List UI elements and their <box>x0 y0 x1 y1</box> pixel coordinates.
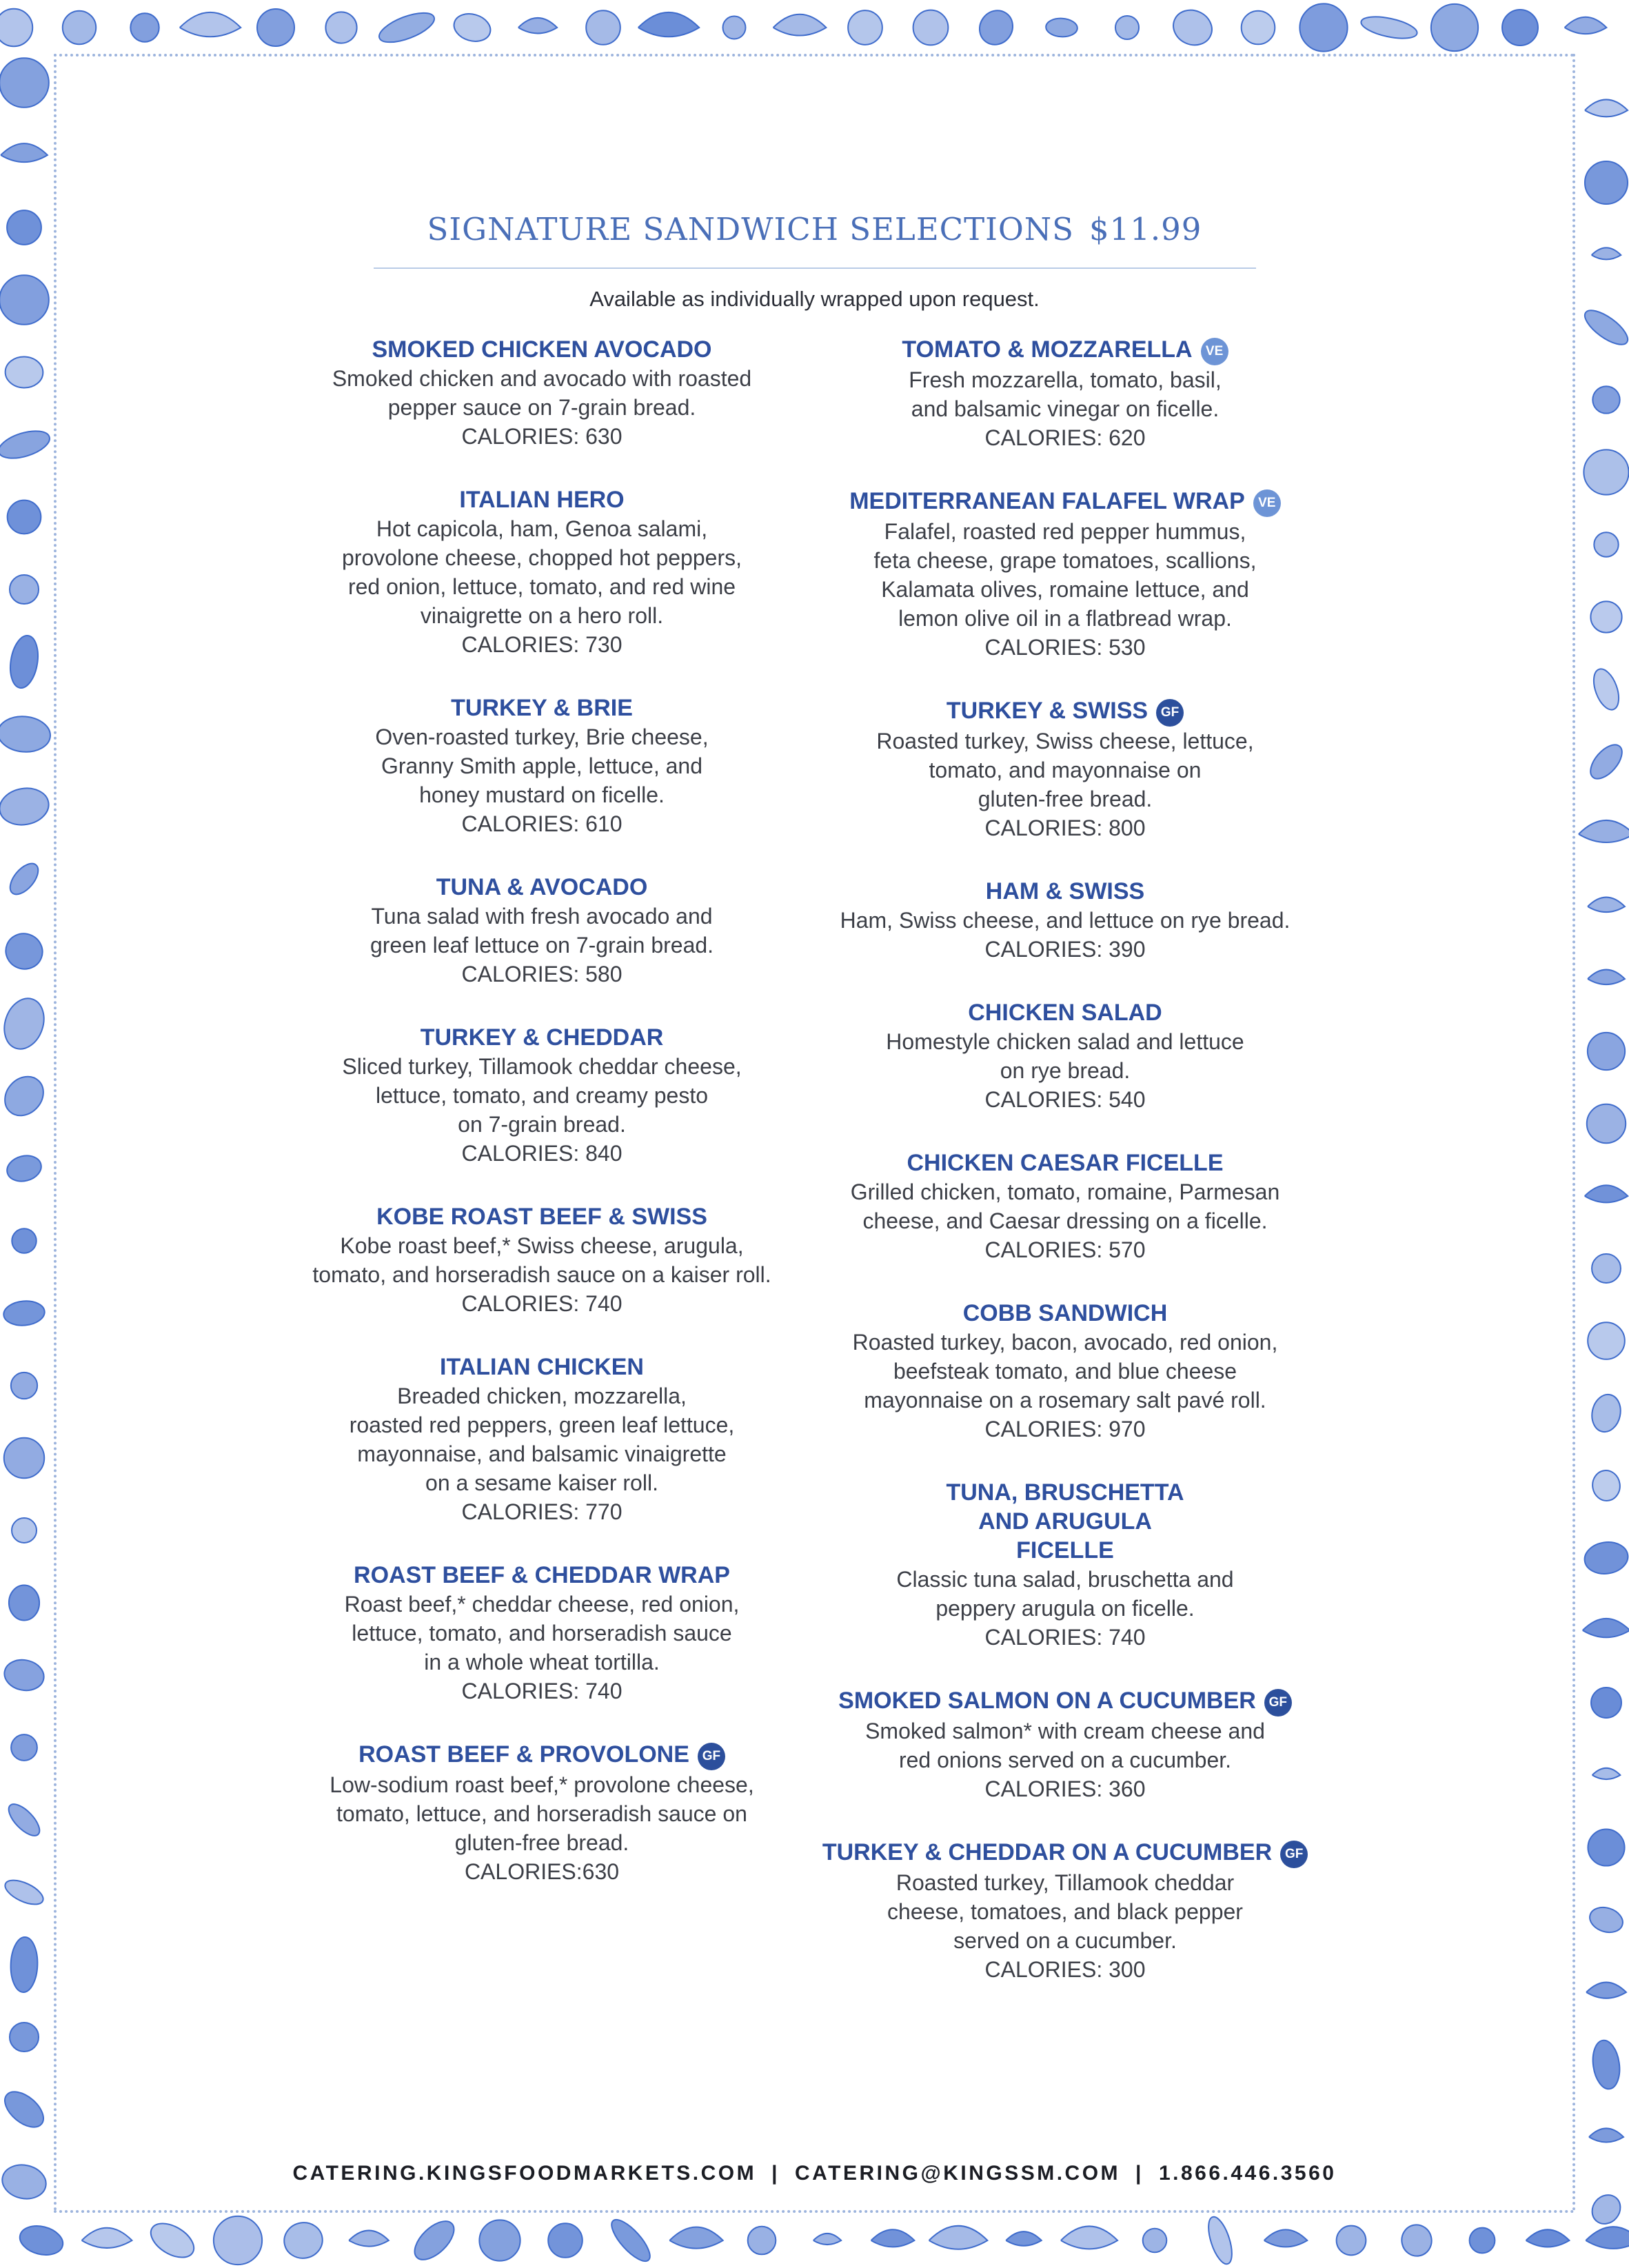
menu-item-calories: CALORIES: 970 <box>984 1417 1146 1441</box>
gluten-free-badge-icon: GF <box>1156 699 1184 727</box>
menu-item <box>796 487 1334 662</box>
menu-item-description <box>796 1868 1334 1955</box>
menu-item-description <box>273 902 811 960</box>
vegetarian-badge-icon: VE <box>1201 338 1228 365</box>
menu-item <box>796 335 1334 452</box>
leaf-motif <box>973 4 1019 51</box>
shell-motif <box>1470 2228 1495 2254</box>
menu-item-name-text: ITALIAN HERO <box>459 487 625 513</box>
fish-motif <box>1586 2227 1629 2249</box>
description-line: Ham, Swiss cheese, and lettuce on rye bread. <box>840 908 1291 933</box>
shell-motif <box>1299 3 1347 51</box>
description-line: served on a cucumber. <box>953 1928 1177 1953</box>
left-menu-column <box>273 335 811 1921</box>
menu-item-name <box>796 487 1334 517</box>
menu-item-name-text: TUNA, BRUSCHETTA AND ARUGULA FICELLE <box>946 1479 1184 1563</box>
leaf-motif <box>0 993 50 1055</box>
shell-motif <box>1337 2226 1366 2256</box>
menu-item-name <box>273 485 811 514</box>
menu-item-description <box>273 1231 811 1289</box>
description-line: honey mustard on ficelle. <box>419 782 665 807</box>
menu-item <box>273 335 811 451</box>
fish-motif <box>1565 17 1607 34</box>
menu-item-name-text: SMOKED CHICKEN AVOCADO <box>372 336 712 363</box>
contact-footer <box>61 2162 1568 2185</box>
shell-motif <box>586 10 620 45</box>
menu-item-name <box>796 1686 1334 1717</box>
leaf-motif <box>1359 12 1419 42</box>
shell-motif <box>12 1518 37 1543</box>
shell-motif <box>848 10 882 45</box>
menu-item-name-text: ROAST BEEF & CHEDDAR WRAP <box>354 1562 730 1588</box>
menu-item-description <box>796 1565 1334 1623</box>
description-line: on 7-grain bread. <box>458 1112 626 1137</box>
leaf-motif <box>145 2216 199 2264</box>
leaf-motif <box>0 2085 50 2134</box>
menu-item <box>273 873 811 989</box>
description-line: red onion, lettuce, tomato, and red wine <box>347 574 736 599</box>
leaf-motif <box>606 2214 656 2267</box>
leaf-motif <box>1399 2223 1434 2259</box>
menu-item-description <box>273 1381 811 1497</box>
menu-item-description <box>273 1590 811 1677</box>
description-line: gluten-free bread. <box>454 1830 629 1855</box>
description-line: Sliced turkey, Tillamook cheddar cheese, <box>342 1054 742 1079</box>
description-line: Granny Smith apple, lettuce, and <box>381 753 703 778</box>
shell-motif <box>63 11 96 44</box>
shell-motif <box>130 13 159 41</box>
menu-item-description <box>796 1027 1334 1085</box>
menu-item-name <box>796 998 1334 1027</box>
menu-item-calories: CALORIES: 610 <box>461 811 623 836</box>
leaf-motif <box>0 784 52 829</box>
description-line: cheese, and Caesar dressing on a ficelle. <box>862 1208 1268 1233</box>
footer-separator: | <box>1135 2162 1144 2185</box>
leaf-motif <box>8 1585 39 1621</box>
shell-motif <box>1591 1688 1621 1718</box>
fish-motif <box>1588 970 1625 985</box>
menu-item-name <box>273 1740 811 1770</box>
fish-motif <box>638 12 699 37</box>
menu-item-name <box>273 1561 811 1590</box>
fish-motif <box>871 2229 915 2247</box>
fish-motif <box>1589 2128 1623 2142</box>
description-line: red onions served on a cucumber. <box>898 1748 1232 1772</box>
description-line: pepper sauce on 7-grain bread. <box>387 395 696 420</box>
menu-item <box>796 1838 1334 1984</box>
menu-item-description <box>796 906 1334 935</box>
leaf-motif <box>1580 304 1629 350</box>
menu-item <box>273 1561 811 1705</box>
shell-motif <box>913 10 949 45</box>
leaf-motif <box>1204 2214 1237 2267</box>
menu-item-name-text: TURKEY & BRIE <box>451 695 633 721</box>
fish-motif <box>1579 820 1629 842</box>
menu-item-name-text: SMOKED SALMON ON A CUCUMBER <box>838 1688 1256 1714</box>
shell-motif <box>4 1438 44 1478</box>
menu-item-name <box>796 696 1334 727</box>
fish-motif <box>929 2226 988 2249</box>
description-line: Roast beef,* cheddar cheese, red onion, <box>344 1592 740 1617</box>
description-line: Roasted turkey, Tillamook cheddar <box>896 1870 1235 1895</box>
description-line: Smoked salmon* with cream cheese and <box>865 1719 1265 1743</box>
menu-item-name-text: TOMATO & MOZZARELLA <box>902 336 1193 363</box>
description-line: Smoked chicken and avocado with roasted <box>332 366 752 391</box>
shell-motif <box>1115 16 1139 39</box>
description-line: provolone cheese, chopped hot peppers, <box>342 545 742 570</box>
menu-item-description <box>796 1177 1334 1235</box>
menu-item-calories: CALORIES: 740 <box>461 1291 623 1316</box>
description-line: cheese, tomatoes, and black pepper <box>887 1899 1243 1924</box>
footer-website-link[interactable]: CATERING.KINGSFOODMARKETS.COM <box>292 2162 757 2185</box>
menu-item <box>796 1686 1334 1803</box>
menu-item <box>796 696 1334 842</box>
fish-motif <box>1006 2231 1041 2246</box>
menu-item-description <box>796 517 1334 633</box>
menu-title-text: SIGNATURE SANDWICH SELECTIONS <box>427 211 1074 247</box>
fish-motif <box>1592 1768 1621 1779</box>
menu-item-calories: CALORIES: 390 <box>984 937 1146 962</box>
description-line: green leaf lettuce on 7-grain bread. <box>370 933 714 958</box>
leaf-motif <box>0 426 53 464</box>
title-divider <box>374 267 1256 269</box>
menu-price: $11.99 <box>1089 211 1202 247</box>
menu-item-name-text: TUNA & AVOCADO <box>436 874 648 900</box>
description-line: lettuce, tomato, and horseradish sauce <box>352 1621 732 1646</box>
leaf-motif <box>1 929 48 975</box>
description-line: Classic tuna salad, bruschetta and <box>896 1567 1234 1592</box>
leaf-motif <box>408 2214 461 2267</box>
menu-item-name-text: KOBE ROAST BEEF & SWISS <box>376 1204 707 1230</box>
leaf-motif <box>1046 18 1078 38</box>
fish-motif <box>1585 1185 1628 1202</box>
gluten-free-badge-icon: GF <box>698 1743 725 1770</box>
menu-item-calories: CALORIES: 580 <box>461 962 623 986</box>
leaf-motif <box>1 1875 46 1909</box>
gluten-free-badge-icon: GF <box>1264 1689 1292 1717</box>
shell-motif <box>723 17 746 39</box>
menu-item-name-text: MEDITERRANEAN FALAFEL WRAP <box>849 488 1245 514</box>
menu-item-name-text: CHICKEN SALAD <box>968 1000 1162 1026</box>
shell-motif <box>0 275 49 325</box>
description-line: Hot capicola, ham, Genoa salami, <box>376 516 708 541</box>
shell-motif <box>1584 449 1628 494</box>
fish-motif <box>1588 898 1625 913</box>
shell-motif <box>1502 10 1538 45</box>
menu-item <box>273 1202 811 1318</box>
description-line: vinaigrette on a hero roll. <box>420 603 664 628</box>
shell-motif <box>1588 1829 1624 1865</box>
footer-phone[interactable]: 1.866.446.3560 <box>1158 2162 1337 2185</box>
description-line: Homestyle chicken salad and lettuce <box>886 1029 1244 1054</box>
leaf-motif <box>3 1799 44 1841</box>
menu-item-description <box>796 727 1334 813</box>
fish-motif <box>1061 2226 1117 2249</box>
shell-motif <box>1143 2229 1167 2253</box>
shell-motif <box>1585 161 1628 204</box>
menu-item-description <box>273 1052 811 1139</box>
right-menu-column <box>796 335 1334 2018</box>
shell-motif <box>479 2220 520 2260</box>
leaf-motif <box>7 634 41 690</box>
menu-item-name-text: TURKEY & CHEDDAR <box>420 1024 664 1051</box>
description-line: in a whole wheat tortilla. <box>424 1650 660 1674</box>
description-line: Kobe roast beef,* Swiss cheese, arugula, <box>340 1233 744 1258</box>
menu-item-name <box>796 1838 1334 1868</box>
fish-motif <box>1264 2229 1308 2247</box>
shell-motif <box>748 2227 776 2255</box>
fish-motif <box>1 143 48 162</box>
description-line: Grilled chicken, tomato, romaine, Parmesan <box>850 1179 1280 1204</box>
description-line: Roasted turkey, bacon, avocado, red onion, <box>852 1330 1278 1355</box>
menu-item <box>796 1148 1334 1264</box>
leaf-motif <box>1168 4 1217 51</box>
shell-motif <box>10 2023 39 2052</box>
menu-item-name <box>273 335 811 364</box>
menu-item-description <box>273 1770 811 1857</box>
menu-item-description <box>273 722 811 809</box>
footer-separator: | <box>771 2162 780 2185</box>
menu-panel <box>61 61 1568 2206</box>
menu-item-calories: CALORIES: 360 <box>984 1776 1146 1801</box>
description-line: beefsteak tomato, and blue cheese <box>893 1359 1237 1384</box>
menu-item-calories: CALORIES: 800 <box>984 816 1146 840</box>
description-line: peppery arugula on ficelle. <box>935 1596 1195 1621</box>
shell-motif <box>11 1734 37 1761</box>
fish-motif <box>180 12 241 37</box>
fish-motif <box>518 18 557 33</box>
menu-item-calories: CALORIES: 540 <box>984 1087 1146 1112</box>
description-line: tomato, lettuce, and horseradish sauce on <box>336 1801 747 1826</box>
menu-item-calories: CALORIES: 840 <box>461 1141 623 1166</box>
menu-item-name-text: COBB SANDWICH <box>962 1300 1168 1326</box>
description-line: Roasted turkey, Swiss cheese, lettuce, <box>876 729 1254 753</box>
shell-motif <box>10 575 39 604</box>
menu-item-calories: CALORIES: 740 <box>461 1679 623 1703</box>
description-line: Breaded chicken, mozzarella, <box>397 1384 687 1408</box>
leaf-motif <box>1583 1539 1629 1577</box>
menu-item-name-text: HAM & SWISS <box>985 878 1145 904</box>
menu-item-name <box>273 1202 811 1231</box>
leaf-motif <box>0 2161 49 2203</box>
menu-item <box>273 1353 811 1526</box>
menu-item-name <box>273 873 811 902</box>
leaf-motif <box>1586 1903 1626 1936</box>
shell-motif <box>1592 1254 1621 1283</box>
menu-item-name-text: TURKEY & SWISS <box>946 698 1149 724</box>
menu-item-calories: CALORIES: 730 <box>461 632 623 657</box>
menu-title <box>61 211 1568 247</box>
menu-subtitle: Available as individually wrapped upon request. <box>589 287 1040 311</box>
description-line: Falafel, roasted red pepper hummus, <box>884 519 1246 544</box>
leaf-motif <box>3 1299 45 1327</box>
menu-item-description <box>796 1328 1334 1415</box>
menu-item-name <box>273 693 811 722</box>
leaf-motif <box>5 859 43 900</box>
leaf-motif <box>0 1069 51 1123</box>
fish-motif <box>1586 1983 1626 1998</box>
menu-item <box>273 1740 811 1886</box>
description-line: roasted red peppers, green leaf lettuce, <box>349 1413 735 1437</box>
menu-item-description <box>796 1717 1334 1774</box>
leaf-motif <box>1590 2038 1622 2091</box>
leaf-motif <box>1585 739 1628 784</box>
menu-item-description <box>796 365 1334 423</box>
shell-motif <box>0 9 32 46</box>
vegetarian-badge-icon: VE <box>1253 489 1281 517</box>
leaf-motif <box>376 7 438 48</box>
menu-item <box>796 1478 1334 1652</box>
description-line: on a sesame kaiser roll. <box>425 1470 658 1495</box>
leaf-motif <box>2 1657 47 1694</box>
shell-motif <box>214 2216 262 2265</box>
menu-item-description <box>273 514 811 630</box>
menu-item-name-text: CHICKEN CAESAR FICELLE <box>907 1150 1224 1176</box>
menu-item <box>796 998 1334 1114</box>
shell-motif <box>1592 386 1619 413</box>
shell-motif <box>8 500 41 534</box>
menu-item-name <box>796 335 1334 365</box>
menu-item <box>273 1023 811 1168</box>
menu-item <box>796 1299 1334 1444</box>
menu-item <box>273 485 811 659</box>
description-line: Kalamata olives, romaine lettuce, and <box>881 577 1249 602</box>
shell-motif <box>7 210 41 245</box>
leaf-motif <box>451 10 494 45</box>
fish-motif <box>349 2231 389 2247</box>
menu-item <box>796 877 1334 964</box>
menu-item-name-text: ITALIAN CHICKEN <box>440 1354 644 1380</box>
menu-item-calories: CALORIES: 530 <box>984 635 1146 660</box>
menu-item-description <box>273 364 811 422</box>
description-line: Oven-roasted turkey, Brie cheese, <box>375 725 709 749</box>
menu-item-calories: CALORIES: 770 <box>461 1499 623 1524</box>
fish-motif <box>1585 99 1628 117</box>
leaf-motif <box>281 2220 325 2261</box>
shell-motif <box>325 12 356 43</box>
menu-item-name <box>796 1148 1334 1177</box>
menu-item-name <box>273 1023 811 1052</box>
description-line: tomato, and mayonnaise on <box>929 758 1202 782</box>
gluten-free-badge-icon: GF <box>1280 1841 1308 1868</box>
leaf-motif <box>0 714 52 754</box>
menu-item-calories: CALORIES:630 <box>464 1859 620 1884</box>
menu-item-name <box>796 877 1334 906</box>
description-line: Low-sodium roast beef,* provolone cheese, <box>330 1772 754 1797</box>
leaf-motif <box>1586 2189 1626 2229</box>
shell-motif <box>548 2223 583 2258</box>
shell-motif <box>1431 4 1478 51</box>
description-line: on rye bread. <box>1000 1058 1131 1083</box>
shell-motif <box>0 58 49 108</box>
shell-motif <box>1594 532 1618 556</box>
menu-item-calories: CALORIES: 630 <box>461 424 623 449</box>
shell-motif <box>12 1228 36 1253</box>
fish-motif <box>1583 1619 1629 1637</box>
menu-item-name <box>273 1353 811 1381</box>
shell-motif <box>11 1373 37 1399</box>
shell-motif <box>1242 11 1275 45</box>
fish-motif <box>773 14 827 36</box>
shell-motif <box>257 9 294 46</box>
shell-motif <box>1587 1104 1626 1143</box>
description-line: lemon olive oil in a flatbread wrap. <box>898 606 1232 631</box>
description-line: and balsamic vinegar on ficelle. <box>911 396 1220 421</box>
menu-item-calories: CALORIES: 570 <box>984 1237 1146 1262</box>
shell-motif <box>1590 601 1621 632</box>
description-line: mayonnaise on a rosemary salt pavé roll. <box>864 1388 1266 1413</box>
leaf-motif <box>1590 1468 1621 1502</box>
shell-motif <box>1588 1322 1625 1359</box>
description-line: feta cheese, grape tomatoes, scallions, <box>873 548 1257 573</box>
fish-motif <box>1592 247 1621 259</box>
description-line: Fresh mozzarella, tomato, basil, <box>909 367 1222 392</box>
leaf-motif <box>1588 1392 1623 1435</box>
shell-motif <box>1588 1033 1625 1070</box>
description-line: lettuce, tomato, and creamy pesto <box>375 1083 709 1108</box>
description-line: Tuna salad with fresh avocado and <box>371 904 713 929</box>
footer-email-link[interactable]: CATERING@KINGSSM.COM <box>795 2162 1121 2185</box>
leaf-motif <box>4 1152 43 1184</box>
leaf-motif <box>17 2222 65 2259</box>
description-line: tomato, and horseradish sauce on a kaiser roll. <box>312 1262 771 1287</box>
menu-item-name <box>796 1478 1334 1565</box>
menu-item <box>273 693 811 838</box>
menu-item-name-text: ROAST BEEF & PROVOLONE <box>358 1741 689 1768</box>
fish-motif <box>1526 2229 1570 2247</box>
menu-item-name <box>796 1299 1334 1328</box>
menu-item-calories: CALORIES: 620 <box>984 425 1146 450</box>
leaf-motif <box>1589 666 1623 713</box>
menu-item-calories: CALORIES: 300 <box>984 1957 1146 1982</box>
menu-item-name-text: TURKEY & CHEDDAR ON A CUCUMBER <box>822 1839 1273 1865</box>
fish-motif <box>669 2227 722 2249</box>
leaf-motif <box>10 1936 38 1992</box>
fish-motif <box>82 2228 132 2248</box>
description-line: mayonnaise, and balsamic vinaigrette <box>357 1441 727 1466</box>
menu-item-calories: CALORIES: 740 <box>984 1625 1146 1650</box>
description-line: gluten-free bread. <box>978 787 1153 811</box>
leaf-motif <box>5 356 43 389</box>
fish-motif <box>813 2234 841 2245</box>
